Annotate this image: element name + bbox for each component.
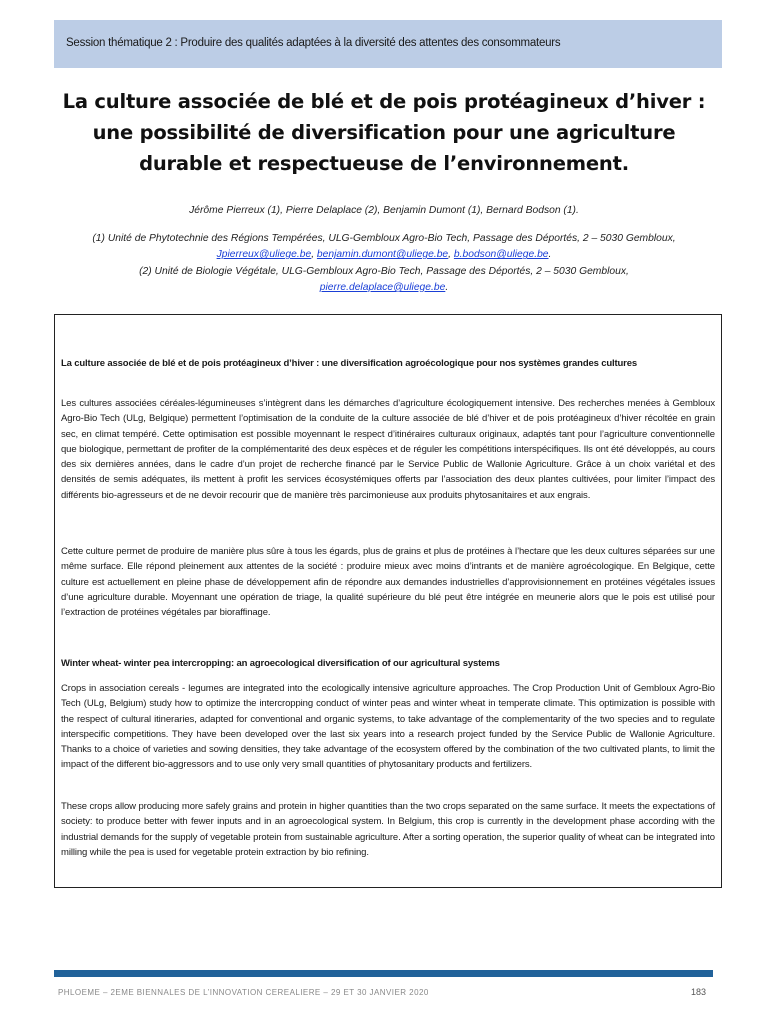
abstract-heading-en: Winter wheat- winter pea intercropping: an agroecological diversification of our agricultural systems xyxy=(61,658,500,669)
title-line: une possibilité de diversification pour une agriculture xyxy=(92,121,676,144)
footer-bar xyxy=(54,970,713,977)
email-link-dumont[interactable]: benjamin.dumont@uliege.be xyxy=(316,249,449,261)
affiliation-1-emails xyxy=(40,247,728,263)
email-end: . xyxy=(445,281,449,293)
session-label: Session thématique 2 : Produire des qualités adaptées à la diversité des attentes des consommateurs xyxy=(66,37,561,49)
title-line: La culture associée de blé et de pois protéagineux d’hiver : xyxy=(62,90,706,113)
email-link-pierreux[interactable]: Jpierreux@uliege.be xyxy=(216,249,312,261)
affiliation-2: (2) Unité de Biologie Végétale, ULG-Gembloux Agro-Bio Tech, Passage des Déportés, 2 – 5030 Gembloux, xyxy=(139,265,629,277)
abstract-heading-fr: La culture associée de blé et de pois protéagineux d’hiver : une diversification agroécologique pour nos systèmes grandes cultures xyxy=(61,358,637,369)
abstract-paragraph-en-1: Crops in association cereals - legumes are integrated into the ecologically intensive agriculture approaches. The Crop Production Unit of Gembloux Agro-Bio Tech (ULg, Belgium) study how to optimize the intercropping conduct of winter peas and winter wheat in temperate climate. This optimization is possible with the respect of cultural itineraries, adapted for conventional and organic systems, to take advantage of the complementarity of the two species and to regulate interspecific competitions. They have been developed over the last six years into a research project funded by the Service Public de Wallonie Agriculture. Thanks to a choice of varieties and sowing densities, they take advantage of the ecosystem offered by the combination of the two cultivated plants, to limit the impact of the different bio-aggressors and to use only very small quantities of phytosanitary products and fertilizers. xyxy=(61,683,715,771)
email-separator: , xyxy=(311,249,317,261)
email-end: . xyxy=(548,249,552,261)
footer-title: PHLOEME – 2EME BIENNALES DE L’INNOVATION CEREALIERE – 29 ET 30 JANVIER 2020 xyxy=(58,988,429,997)
author-list: Jérôme Pierreux (1), Pierre Delaplace (2), Benjamin Dumont (1), Bernard Bodson (1). xyxy=(189,205,579,216)
abstract-paragraph-en-2: These crops allow producing more safely grains and protein in higher quantities than the two crops separated on the same surface. It meets the expectations of society: to produce better with fewer inputs and in an agroecological system. In Belgium, this crop is currently in the development phase according with the industrial demands for the supply of vegetable protein from sustainable agriculture. After a sorting operation, the superior quality of wheat can be integrated into milling while the pea is used for vegetable protein extraction by bio refining. xyxy=(61,801,715,858)
abstract-paragraph-fr-1: Les cultures associées céréales-légumineuses s’intègrent dans les démarches d’agriculture écologiquement intensive. Des recherches menées à Gembloux Agro-Bio Tech (ULg, Belgique) permettent l’optimisation de la conduite de la culture associée de blé d’hiver et de pois protéagineux d’hiver récoltée en grain sec, en climat tempéré. Cette optimisation est possible moyennant le respect d’itinéraires culturaux originaux, adaptés tant pour l’agriculture conventionnelle que biologique, permettant de profiter de la complémentarité des deux espèces et de réguler les compétitions interspécifiques. Ils ont été développés, au cours des six dernières années, dans le cadre d’un projet de recherche financé par le Service Public de Wallonie Agriculture. Grâce à un choix variétal et des densités de semis adéquates, ils mettent à profit les services écosystémiques offerts par l’association des deux plantes cultivées, pour limiter l’impact des différents bio-agresseurs et de ne devoir recourir que de manière très parcimonieuse aux produits phytosanitaires et aux engrais. xyxy=(61,398,715,501)
affiliation-1: (1) Unité de Phytotechnie des Régions Tempérées, ULG-Gembloux Agro-Bio Tech, Passage des Déportés, 2 – 5030 Gembloux, xyxy=(92,233,676,244)
page-number: 183 xyxy=(690,987,706,997)
affiliations xyxy=(40,231,728,296)
email-link-bodson[interactable]: b.bodson@uliege.be xyxy=(453,249,549,261)
title-line: durable et respectueuse de l’environnement. xyxy=(139,152,629,175)
affiliation-2-emails xyxy=(40,280,728,296)
paper-title xyxy=(40,86,728,179)
session-banner xyxy=(54,20,722,68)
email-separator: , xyxy=(448,249,454,261)
abstract-paragraph-fr-2: Cette culture permet de produire de manière plus sûre à tous les égards, plus de grains et plus de protéines à l’hectare que les deux cultures séparées sur une même surface. Elle répond pleinement aux attentes de la société : produire mieux avec moins d’intrants et de manière agroécologique. En Belgique, cette culture est actuellement en pleine phase de développement afin de répondre aux demandes industrielles d’approvisionnement en protéines végétales issues d’une agriculture durable. Moyennant une opération de triage, la qualité supérieure du blé peut être intégrée en meunerie alors que le pois est utilisé pour l’extraction de protéines végétales par bioraffinage. xyxy=(61,546,715,619)
email-link-delaplace[interactable]: pierre.delaplace@uliege.be xyxy=(319,281,446,293)
abstract-box xyxy=(54,314,722,888)
